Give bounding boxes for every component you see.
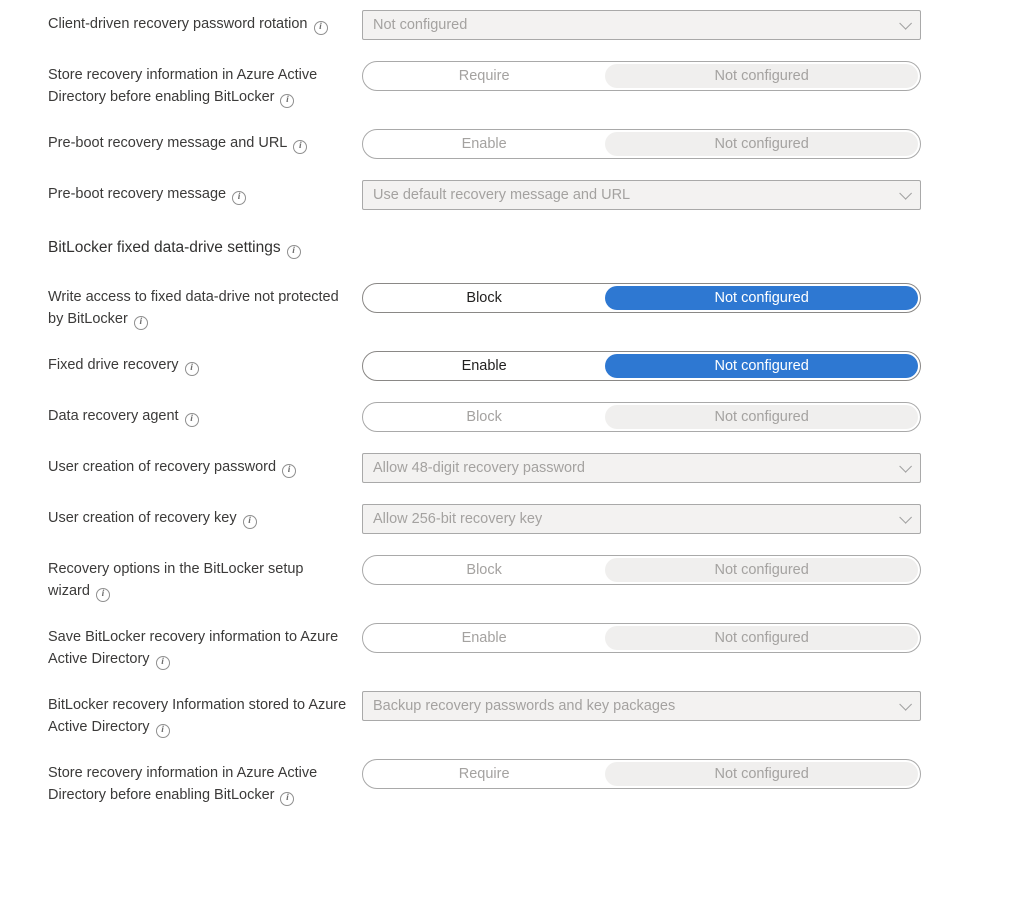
info-icon[interactable]: i [280,792,294,806]
dropdown-select[interactable] [362,10,921,40]
setting-control [362,453,921,483]
setting-label [48,351,348,376]
setting-label [48,623,348,670]
toggle-option-selected[interactable]: Not configured [605,762,918,786]
setting-control [362,10,921,40]
setting-label-text: User creation of recovery key [48,510,237,526]
setting-row [48,402,1024,432]
toggle-option[interactable]: Block [466,409,502,425]
dropdown-select[interactable] [362,180,921,210]
toggle-group [362,129,921,159]
setting-label-text: Data recovery agent [48,408,179,424]
setting-label [48,61,348,108]
dropdown-value: Not configured [373,17,468,33]
toggle-option[interactable]: Enable [461,358,507,374]
info-icon[interactable]: i [156,724,170,738]
toggle-option[interactable]: Require [458,68,510,84]
dropdown-value: Backup recovery passwords and key packages [373,698,676,714]
info-icon[interactable]: i [314,21,328,35]
setting-label-text: Recovery options in the BitLocker setup wizard [48,561,304,599]
setting-label [48,555,348,602]
chevron-down-icon [899,698,912,711]
toggle-option[interactable]: Block [466,290,502,306]
setting-label-text: User creation of recovery password [48,459,277,475]
info-icon[interactable]: i [293,140,307,154]
toggle-option-selected[interactable]: Not configured [605,405,918,429]
setting-control [362,555,921,585]
setting-row [48,180,1024,210]
setting-label [48,180,348,205]
setting-row [48,283,1024,330]
setting-control [362,180,921,210]
setting-label [48,691,348,738]
toggle-option-selected[interactable]: Not configured [605,558,918,582]
setting-row [48,623,1024,670]
setting-control [362,759,921,789]
setting-control [362,691,921,721]
setting-control [362,504,921,534]
setting-control [362,61,921,91]
setting-label-text: Write access to fixed data-drive not protected by BitLocker [48,289,339,327]
dropdown-select[interactable] [362,691,921,721]
toggle-option-selected[interactable]: Not configured [605,354,918,378]
setting-control [362,402,921,432]
toggle-option[interactable]: Enable [461,136,507,152]
dropdown-value: Allow 256-bit recovery key [373,511,543,527]
toggle-option[interactable]: Require [458,766,510,782]
chevron-down-icon [899,17,912,30]
chevron-down-icon [899,460,912,473]
setting-label-text: Store recovery information in Azure Active Directory before enabling BitLocker [48,67,318,105]
toggle-group [362,351,921,381]
setting-row [48,504,1024,534]
setting-label-text: Pre-boot recovery message [48,186,227,202]
chevron-down-icon [899,511,912,524]
toggle-option[interactable]: Block [466,562,502,578]
setting-row [48,10,1024,40]
setting-row [48,453,1024,483]
dropdown-select[interactable] [362,453,921,483]
info-icon[interactable]: i [134,316,148,330]
dropdown-value: Use default recovery message and URL [373,187,631,203]
chevron-down-icon [899,187,912,200]
info-icon[interactable]: i [282,464,296,478]
toggle-option-selected[interactable]: Not configured [605,132,918,156]
toggle-group [362,555,921,585]
info-icon[interactable]: i [185,413,199,427]
toggle-group [362,759,921,789]
setting-label-text: Pre-boot recovery message and URL [48,135,288,151]
setting-label [48,283,348,330]
setting-label [48,10,348,35]
toggle-option-selected[interactable]: Not configured [605,626,918,650]
setting-row [48,129,1024,159]
setting-row [48,555,1024,602]
setting-label [48,504,348,529]
info-icon[interactable]: i [96,588,110,602]
info-icon[interactable]: i [280,94,294,108]
setting-label-text: BitLocker recovery Information stored to Azure Active Directory [48,697,347,735]
toggle-group [362,283,921,313]
dropdown-select[interactable] [362,504,921,534]
setting-row [48,759,1024,806]
setting-label-text: Store recovery information in Azure Active Directory before enabling BitLocker [48,765,318,803]
info-icon[interactable]: i [156,656,170,670]
toggle-group [362,61,921,91]
setting-row [48,61,1024,108]
setting-row [48,351,1024,381]
section-heading [48,237,1024,259]
info-icon[interactable]: i [185,362,199,376]
setting-label [48,402,348,427]
info-icon[interactable]: i [287,245,301,259]
setting-control [362,283,921,313]
setting-label [48,129,348,154]
setting-control [362,623,921,653]
toggle-option-selected[interactable]: Not configured [605,286,918,310]
toggle-group [362,402,921,432]
setting-label [48,453,348,478]
info-icon[interactable]: i [243,515,257,529]
dropdown-value: Allow 48-digit recovery password [373,460,585,476]
toggle-option[interactable]: Enable [461,630,507,646]
setting-control [362,129,921,159]
info-icon[interactable]: i [232,191,246,205]
setting-row [48,691,1024,738]
setting-label-text: Client-driven recovery password rotation [48,16,308,32]
setting-label [48,759,348,806]
toggle-group [362,623,921,653]
toggle-option-selected[interactable]: Not configured [605,64,918,88]
setting-control [362,351,921,381]
setting-label-text: Save BitLocker recovery information to Azure Active Directory [48,629,339,667]
section-heading-label: BitLocker fixed data-drive settings [48,239,281,256]
setting-label-text: Fixed drive recovery [48,357,179,373]
